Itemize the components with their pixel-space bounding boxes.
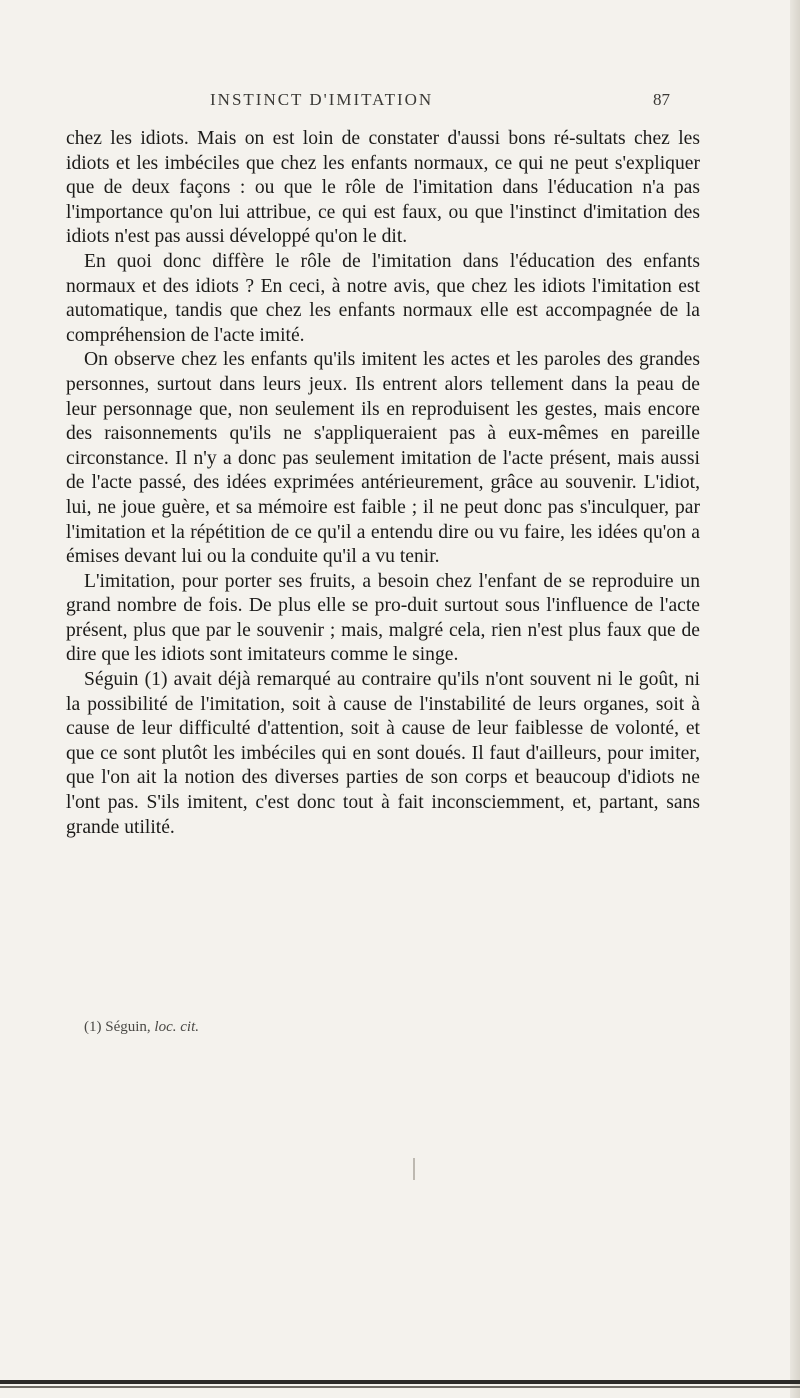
- paragraph-3: On observe chez les enfants qu'ils imitent les actes et les paroles des grandes personnes, surtout dans leurs jeux. Ils entrent alors tellement dans la peau de leur personnage que, non seulement ils en reproduisent les gestes, mais encore des raisonnements qu'ils ne s'appliqueraient pas à eux-mêmes en pareille circonstance. Il n'y a donc pas seulement imitation de l'acte présent, mais aussi de l'acte passé, des idées exprimées antérieurement, grâce au souvenir. L'idiot, lui, ne joue guère, et sa mémoire est faible ; il ne peut donc pas s'inculquer, par l'imitation et la répétition de ce qu'il a entendu dire ou vu faire, les idées qu'on a émises devant lui ou la conduite qu'il a vu tenir.: [66, 349, 700, 568]
- footnote-author: Séguin,: [105, 1019, 151, 1035]
- page-number: 87: [653, 90, 670, 109]
- bottom-border-secondary: [0, 1386, 800, 1388]
- footnote: [84, 1019, 199, 1036]
- footnote-reference: loc. cit.: [154, 1019, 199, 1035]
- paragraph-5: Séguin (1) avait déjà remarqué au contraire qu'ils n'ont souvent ni le goût, ni la possibilité de l'imitation, soit à cause de l'instabilité de leurs organes, soit à cause de leur difficulté d'attention, soit à cause de leur faiblesse de volonté, et que ce sont plutôt les imbéciles qui en sont doués. Il faut d'ailleurs, pour imiter, que l'on ait la notion des diverses parties de son corps et beaucoup d'idiots ne l'ont pas. S'ils imitent, c'est donc tout à fait inconsciemment, et, partant, sans grande utilité.: [66, 669, 700, 838]
- body-text: [66, 127, 700, 840]
- paragraph-4: L'imitation, pour porter ses fruits, a besoin chez l'enfant de se reproduire un grand nombre de fois. De plus elle se pro-duit surtout sous l'influence de l'acte présent, plus que par le souvenir ; mais, malgré cela, rien n'est plus faux que de dire que les idiots sont imitateurs comme le singe.: [66, 570, 700, 666]
- bottom-border: [0, 1380, 800, 1384]
- running-title: INSTINCT D'IMITATION: [210, 90, 434, 109]
- paragraph-1: chez les idiots. Mais on est loin de constater d'aussi bons ré-sultats chez les idiots et les imbéciles que chez les enfants normaux, ce qui ne peut s'expliquer que de deux façons : ou que le rôle de l'imitation dans l'éducation n'a pas l'importance qu'on lui attribue, ce qui est faux, ou que l'instinct d'imitation des idiots n'est pas aussi développé qu'on le dit.: [66, 128, 700, 248]
- page-edge: [790, 0, 800, 1398]
- paragraph-2: En quoi donc diffère le rôle de l'imitation dans l'éducation des enfants normaux et des idiots ? En ceci, à notre avis, que chez les idiots l'imitation est automatique, tandis que chez les enfants normaux elle est accompagnée de la compréhension de l'acte imité.: [66, 250, 700, 346]
- footnote-marker: (1): [84, 1019, 102, 1035]
- paper-mark: [413, 1158, 415, 1180]
